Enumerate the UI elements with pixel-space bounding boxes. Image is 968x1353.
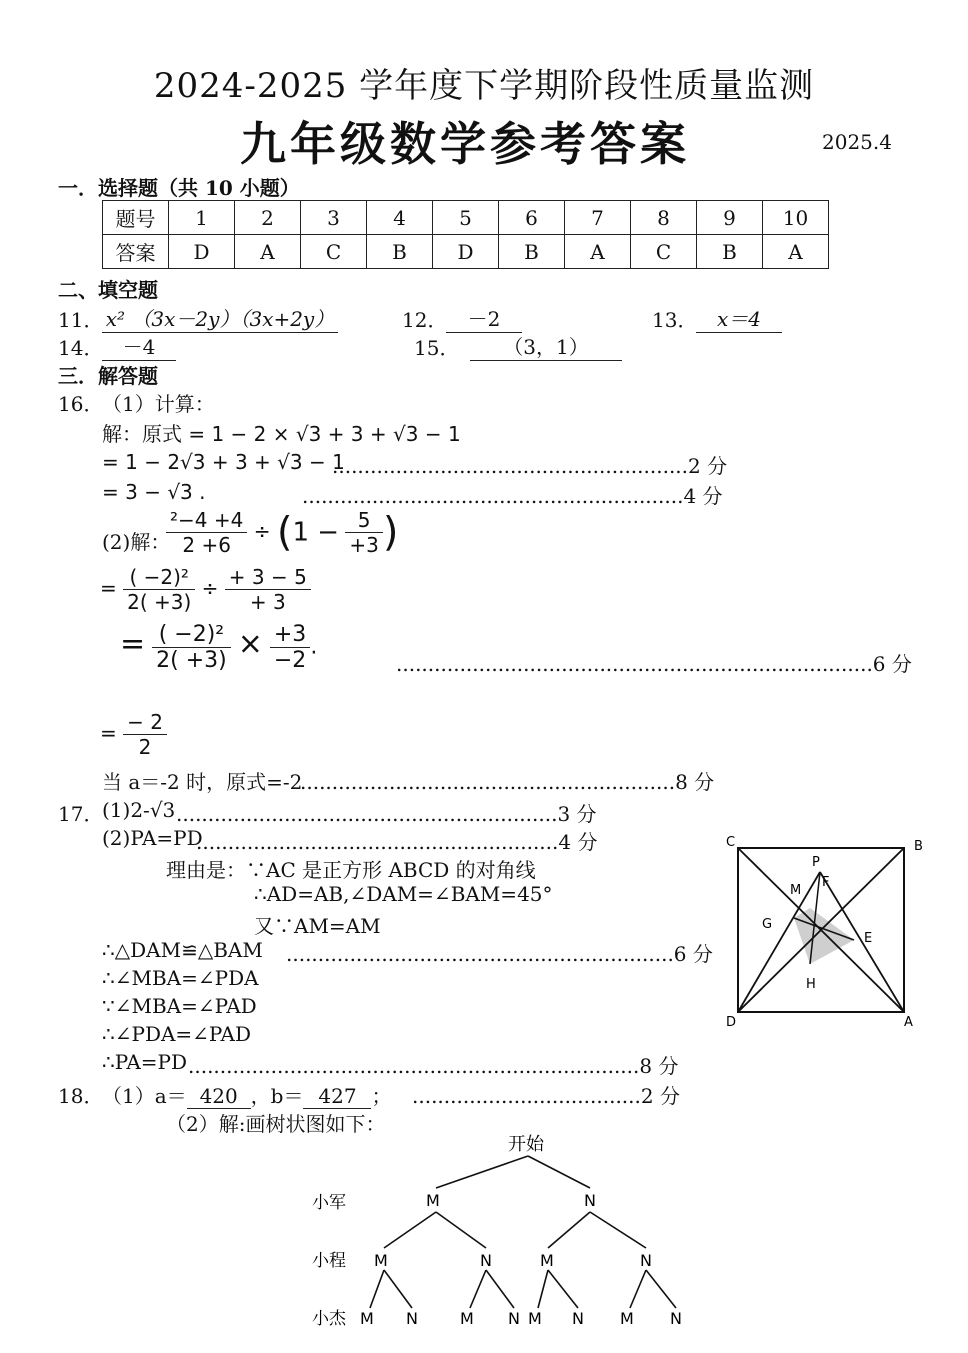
row-label-answer: 答案 <box>103 235 169 269</box>
q16-line3: = 3 − √3 . <box>102 480 206 504</box>
answer-cell: B <box>697 235 763 269</box>
fraction-6 <box>270 622 310 673</box>
divide-sign: ÷ <box>253 519 271 543</box>
q18-line1 <box>102 1080 391 1109</box>
q18-a-value: 420 <box>187 1084 251 1109</box>
q16-final-score: ...........................................................8 分 <box>300 770 715 794</box>
branch <box>384 1270 412 1308</box>
branch <box>528 1156 590 1188</box>
q16-expr4 <box>100 710 167 759</box>
fraction-1-denominator: 2 +6 <box>182 533 231 557</box>
question-number: 7 <box>565 201 631 235</box>
question-number: 8 <box>631 201 697 235</box>
q14-number: 14． <box>58 336 104 360</box>
branch <box>538 1270 548 1308</box>
q17-line9: ∴∠PDA=∠PAD <box>102 1022 252 1046</box>
section2-heading: 二、填空题 <box>58 278 158 302</box>
branch <box>646 1270 676 1308</box>
tree-diagram <box>300 1128 720 1338</box>
q16-expr2 <box>100 565 311 614</box>
q17-line2: (2)PA=PD <box>102 826 203 850</box>
q14-answer: －4 <box>102 331 176 361</box>
fraction-6-numerator: +3 <box>270 622 310 648</box>
fraction-3-denominator: 2( +3) <box>127 590 192 614</box>
tree-leaf: M <box>460 1309 474 1328</box>
fraction-1-numerator: ²−4 +4 <box>166 508 247 533</box>
fraction-5-numerator: ( −2)² <box>152 622 231 648</box>
branch <box>548 1270 578 1308</box>
q17-line5: 又∵AM=AM <box>254 914 381 938</box>
answer-cell: C <box>631 235 697 269</box>
equals-sign: = <box>120 626 146 662</box>
label-c: C <box>726 835 736 850</box>
tree-node: M <box>426 1191 440 1210</box>
branch <box>548 1212 590 1248</box>
answer-cell: A <box>763 235 829 269</box>
branch <box>370 1270 384 1308</box>
answer-cell: A <box>565 235 631 269</box>
tree-leaf: M <box>360 1309 374 1328</box>
fraction-4-numerator: + 3 − 5 <box>225 565 311 590</box>
tree-leaf: N <box>670 1309 682 1328</box>
q18-a-label: （1）a＝ <box>102 1084 187 1108</box>
fraction-2-denominator: +3 <box>349 533 379 557</box>
tree-leaf: M <box>620 1309 634 1328</box>
one-minus: 1 − <box>292 517 340 548</box>
fraction-7-denominator: 2 <box>138 735 152 759</box>
branch <box>590 1212 646 1248</box>
tree-node: M <box>540 1251 554 1270</box>
title-line-2: 九年级数学参考答案 <box>240 117 690 171</box>
q17-line1-score: ............................................................3 分 <box>176 802 597 826</box>
q17-line6: ∴△DAM≌△BAM <box>102 938 263 962</box>
tree-row-label-xiaojun: 小军 <box>312 1193 346 1213</box>
tree-leaf: M <box>528 1309 542 1328</box>
section1-heading: 一．选择题（共 10 小题） <box>58 176 300 200</box>
q16-final: 当 a＝-2 时，原式=-2 <box>102 770 303 794</box>
fraction-5-denominator: 2( +3) <box>156 648 227 673</box>
q16-number: 16． <box>58 392 104 416</box>
branch <box>486 1270 514 1308</box>
tree-node: M <box>374 1251 388 1270</box>
answer-cell: C <box>301 235 367 269</box>
question-number: 9 <box>697 201 763 235</box>
question-number: 2 <box>235 201 301 235</box>
right-paren: ) <box>382 509 399 556</box>
q13-number: 13． <box>652 308 698 332</box>
q16-line2-score: ........................................................2 分 <box>332 454 728 478</box>
fraction-1 <box>166 508 247 557</box>
tree-node: N <box>640 1251 652 1270</box>
q18-line2: （2）解:画树状图如下： <box>166 1112 386 1136</box>
q16-expr3 <box>120 622 317 673</box>
question-number: 5 <box>433 201 499 235</box>
q17-line8: ∵∠MBA=∠PAD <box>102 994 257 1018</box>
answer-row <box>103 235 829 269</box>
date: 2025.4 <box>822 130 892 154</box>
answer-cell: B <box>367 235 433 269</box>
q16-part2-label: (2)解： <box>102 530 171 554</box>
q11-number: 11． <box>58 308 104 332</box>
divide-sign: ÷ <box>201 576 219 600</box>
tree-node: N <box>480 1251 492 1270</box>
q16-part1-label: （1）计算： <box>102 392 215 416</box>
label-b: B <box>914 839 923 854</box>
label-a: A <box>904 1015 913 1030</box>
q18-number: 18． <box>58 1084 104 1108</box>
question-number: 1 <box>169 201 235 235</box>
branch <box>436 1156 528 1188</box>
q18-line1-end: ； <box>371 1084 392 1108</box>
fraction-4 <box>225 565 311 614</box>
q18-b-label: ，b＝ <box>250 1084 304 1108</box>
label-f: F <box>822 875 830 890</box>
period: . <box>310 634 318 660</box>
q17-number: 17． <box>58 802 104 826</box>
tree-leaf: N <box>508 1309 520 1328</box>
fraction-7 <box>123 710 167 759</box>
fraction-5 <box>152 622 231 673</box>
q16-expr1 <box>166 508 398 557</box>
q17-line10: ∴PA=PD <box>102 1050 188 1074</box>
fraction-7-numerator: − 2 <box>123 710 167 735</box>
q12-number: 12． <box>402 308 448 332</box>
question-number: 3 <box>301 201 367 235</box>
tree-row-label-xiaocheng: 小程 <box>312 1251 346 1271</box>
branch <box>630 1270 646 1308</box>
section3-heading: 三．解答题 <box>58 364 158 388</box>
q13-answer: x＝4 <box>696 303 782 333</box>
tree-leaf: N <box>406 1309 418 1328</box>
tree-root: 开始 <box>508 1134 544 1155</box>
fraction-2 <box>345 508 382 557</box>
fraction-4-denominator: + 3 <box>249 590 286 614</box>
answer-cell: D <box>169 235 235 269</box>
q17-line1: (1)2-√3 <box>102 798 176 822</box>
branch <box>436 1212 486 1248</box>
question-row <box>103 201 829 235</box>
equals-sign: = <box>100 576 117 600</box>
tree-node: N <box>584 1191 596 1210</box>
fraction-6-denominator: −2 <box>273 648 307 673</box>
tree-row-label-xiaojie: 小杰 <box>312 1309 346 1329</box>
q16-line3-score: ............................................................4 分 <box>302 484 723 508</box>
q17-line10-score: .......................................................................8 分 <box>188 1054 679 1078</box>
q16-expr3-score: ...........................................................................6 分 <box>396 652 912 676</box>
label-m: M <box>790 883 802 898</box>
answer-cell: D <box>433 235 499 269</box>
question-number: 10 <box>763 201 829 235</box>
q18-line1-score: ....................................2 分 <box>412 1084 680 1108</box>
answer-cell: A <box>235 235 301 269</box>
times-sign: × <box>237 626 263 662</box>
branch <box>470 1270 486 1308</box>
label-h: H <box>806 977 816 992</box>
q17-line3: 理由是：∵AC 是正方形 ABCD 的对角线 <box>166 858 536 882</box>
q16-line2: = 1 − 2√3 + 3 + √3 − 1 <box>102 450 345 474</box>
title-line-1: 2024-2025 学年度下学期阶段性质量监测 <box>153 66 815 106</box>
fraction-3 <box>123 565 195 614</box>
tree-leaf: N <box>572 1309 584 1328</box>
fraction-2-numerator: 5 <box>345 508 382 533</box>
label-d: D <box>726 1015 737 1030</box>
label-p: P <box>812 855 820 870</box>
q18-b-value: 427 <box>303 1084 371 1109</box>
row-label-question: 题号 <box>103 201 169 235</box>
q17-line7: ∴∠MBA=∠PDA <box>102 966 259 990</box>
q17-line4: ∴AD=AB,∠DAM=∠BAM=45° <box>254 882 553 906</box>
question-number: 6 <box>499 201 565 235</box>
q12-answer: －2 <box>446 303 522 333</box>
q16-line1: 解：原式 = 1 − 2 × √3 + 3 + √3 − 1 <box>102 422 461 446</box>
q11-answer: x² （3x－2y）（3x+2y） <box>102 303 338 333</box>
square-geometry-figure <box>720 832 930 1032</box>
equals-sign: = <box>100 721 117 745</box>
q15-answer: （3，1） <box>470 331 622 361</box>
answer-table <box>102 200 829 269</box>
q17-line2-score: .........................................................4 分 <box>196 830 598 854</box>
label-g: G <box>762 917 773 932</box>
fraction-3-numerator: ( −2)² <box>123 565 195 590</box>
left-paren: ( <box>276 509 293 556</box>
tree-branches <box>370 1156 676 1308</box>
label-e: E <box>864 931 873 946</box>
q17-line6-score: .............................................................6 分 <box>286 942 713 966</box>
question-number: 4 <box>367 201 433 235</box>
branch <box>384 1212 436 1248</box>
q15-number: 15． <box>414 336 460 360</box>
answer-cell: B <box>499 235 565 269</box>
